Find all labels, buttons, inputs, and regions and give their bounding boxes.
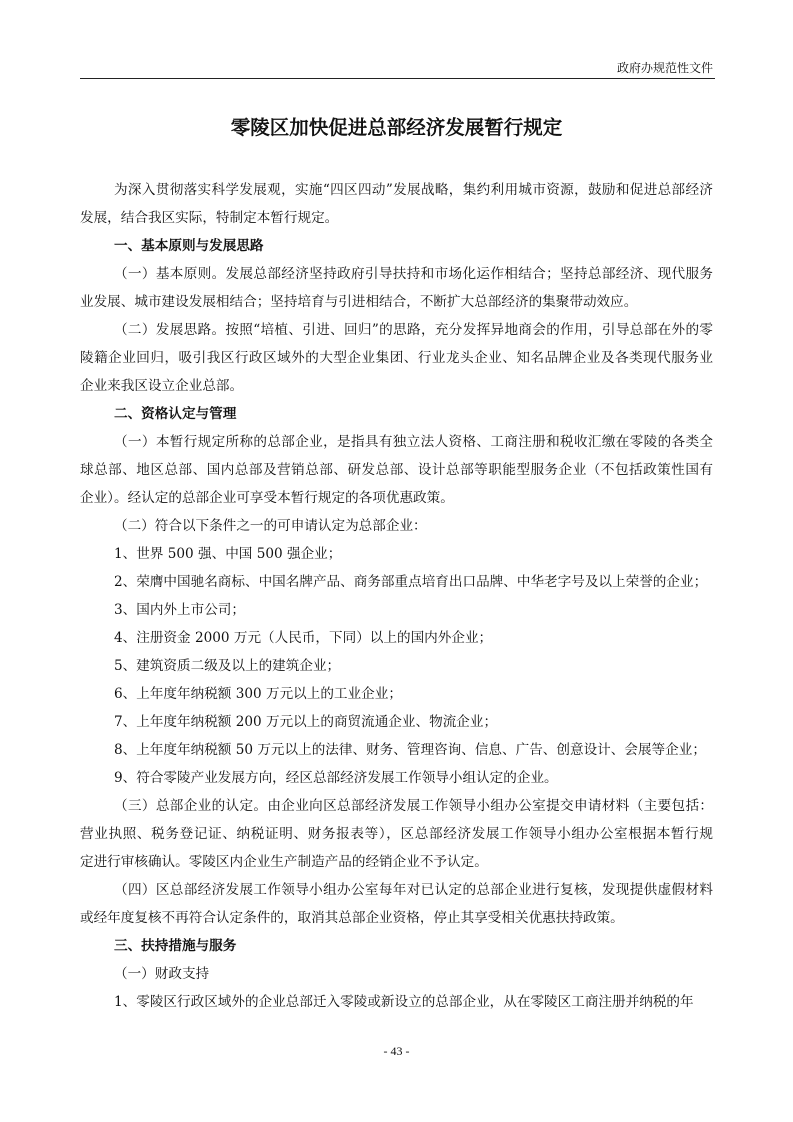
section-heading <box>80 400 713 428</box>
text-line: 2、荣膺中国驰名商标、中国名牌产品、商务部重点培育出口品牌、中华老字号及以上荣誉的企业； <box>114 574 708 590</box>
text-line: （四）区总部经济发展工作领导小组办公室每年对已认定的总部企业进行复核，发现提供虚假材料 <box>114 882 713 898</box>
paragraph <box>80 624 713 652</box>
document-body <box>80 176 713 1016</box>
paragraph <box>80 736 713 764</box>
header-divider <box>80 78 715 79</box>
text-line: 8、上年度年纳税额 50 万元以上的法律、财务、管理咨询、信息、广告、创意设计、会展等企业； <box>114 742 706 758</box>
text-line: 1、零陵区行政区域外的企业总部迁入零陵或新设立的总部企业，从在零陵区工商注册并纳税的年 <box>114 994 694 1010</box>
text-line: 为深入贯彻落实科学发展观，实施“四区四动”发展战略，集约利用城市资源，鼓励和促进总部经济 <box>114 182 713 198</box>
paragraph <box>80 260 713 316</box>
text-line: 或经年度复核不再符合认定条件的，取消其总部企业资格，停止其享受相关优惠扶持政策。 <box>80 910 624 926</box>
text-line: 陵籍企业回归，吸引我区行政区域外的大型企业集团、行业龙头企业、知名品牌企业及各类现代服务业 <box>80 350 713 366</box>
paragraph <box>80 764 713 792</box>
paragraph <box>80 596 713 624</box>
paragraph <box>80 988 713 1016</box>
document-title: 零陵区加快促进总部经济发展暂行规定 <box>230 116 563 139</box>
text-line: 二、资格认定与管理 <box>114 406 237 422</box>
text-line: 定进行审核确认。零陵区内企业生产制造产品的经销企业不予认定。 <box>80 854 488 870</box>
section-heading <box>80 932 713 960</box>
text-line: （一）财政支持 <box>114 966 210 982</box>
text-line: （一）本暂行规定所称的总部企业，是指具有独立法人资格、工商注册和税收汇缴在零陵的各类全 <box>114 434 713 450</box>
text-line: （二）符合以下条件之一的可申请认定为总部企业： <box>114 518 427 534</box>
paragraph <box>80 512 713 540</box>
text-line: 一、基本原则与发展思路 <box>114 238 264 254</box>
text-line: 营业执照、税务登记证、纳税证明、财务报表等），区总部经济发展工作领导小组办公室根据本暂行规 <box>80 826 713 842</box>
text-line: 企业来我区设立企业总部。 <box>80 378 244 394</box>
paragraph <box>80 540 713 568</box>
text-line: 7、上年度年纳税额 200 万元以上的商贸流通企业、物流企业； <box>114 714 498 730</box>
paragraph <box>80 568 713 596</box>
text-line: 企业）。经认定的总部企业可享受本暂行规定的各项优惠政策。 <box>80 490 454 506</box>
text-line: （二）发展思路。按照“培植、引进、回归”的思路，充分发挥异地商会的作用，引导总部在外的零 <box>114 322 713 338</box>
paragraph <box>80 428 713 512</box>
text-line: 业发展、城市建设发展相结合；坚持培育与引进相结合，不断扩大总部经济的集聚带动效应。 <box>80 294 638 310</box>
paragraph <box>80 876 713 932</box>
text-line: 发展，结合我区实际，特制定本暂行规定。 <box>80 210 339 226</box>
paragraph <box>80 176 713 232</box>
text-line: 6、上年度年纳税额 300 万元以上的工业企业； <box>114 686 402 702</box>
paragraph <box>80 708 713 736</box>
text-line: （一）基本原则。发展总部经济坚持政府引导扶持和市场化运作相结合；坚持总部经济、现代服务 <box>114 266 713 282</box>
text-line: 3、国内外上市公司； <box>114 602 245 618</box>
text-line: 1、世界 500 强、中国 500 强企业； <box>114 546 342 562</box>
running-header: 政府办规范性文件 <box>616 61 713 75</box>
paragraph <box>80 960 713 988</box>
paragraph <box>80 792 713 876</box>
paragraph <box>80 680 713 708</box>
section-heading <box>80 232 713 260</box>
page-number: - 43 - <box>383 1044 410 1058</box>
paragraph <box>80 316 713 400</box>
paragraph <box>80 652 713 680</box>
text-line: 4、注册资金 2000 万元（人民币，下同）以上的国内外企业； <box>114 630 493 646</box>
text-line: （三）总部企业的认定。由企业向区总部经济发展工作领导小组办公室提交申请材料（主要包括： <box>114 798 713 814</box>
text-line: 球总部、地区总部、国内总部及营销总部、研发总部、设计总部等职能型服务企业（不包括政策性国有 <box>80 462 713 478</box>
text-line: 三、扶持措施与服务 <box>114 938 237 954</box>
text-line: 5、建筑资质二级及以上的建筑企业； <box>114 658 341 674</box>
text-line: 9、符合零陵产业发展方向，经区总部经济发展工作领导小组认定的企业。 <box>114 770 558 786</box>
